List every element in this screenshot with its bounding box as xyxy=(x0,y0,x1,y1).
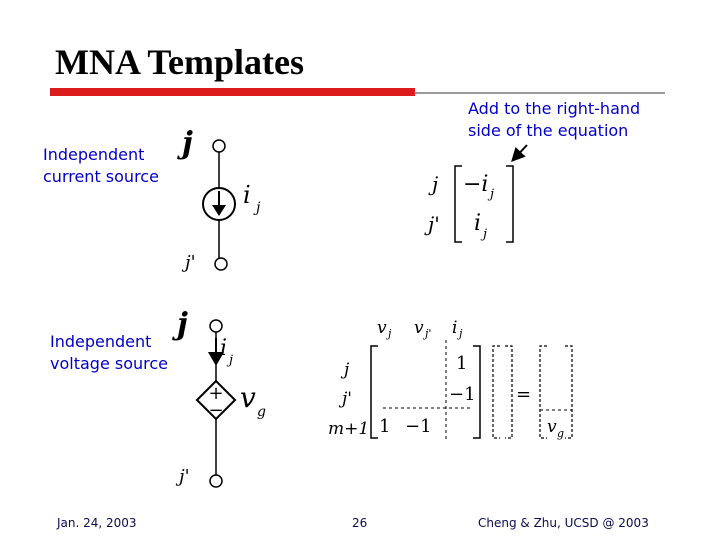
current-rhs-vector xyxy=(424,166,513,242)
voltage-current-sub: j xyxy=(229,353,234,368)
row-header-1: j xyxy=(344,360,350,380)
current-source-label-line1: Independent xyxy=(43,145,145,164)
col-header-1: v xyxy=(377,318,387,338)
matrix-entry-1: 1 xyxy=(456,353,468,374)
voltage-bottom-node-label: j' xyxy=(179,466,190,487)
mna-matrix xyxy=(328,318,572,440)
col-header-2-sub: j' xyxy=(425,327,432,340)
rhs-row2-node: j' xyxy=(428,212,440,236)
voltage-top-node-label: j xyxy=(177,307,188,342)
voltage-label-sub: g xyxy=(257,404,266,420)
current-bottom-node-label: j' xyxy=(185,252,196,273)
current-source-label-line2: current source xyxy=(43,167,159,186)
matrix-entry-4: −1 xyxy=(405,416,432,437)
slide-title: MNA Templates xyxy=(55,42,305,82)
voltage-label: v xyxy=(240,381,256,414)
rhs-row1-node: j xyxy=(432,172,439,196)
voltage-current-label: i xyxy=(220,336,228,361)
voltage-source-label-line1: Independent xyxy=(50,332,152,351)
col-header-2: v xyxy=(414,318,424,338)
rhs-left-bracket xyxy=(455,166,462,242)
current-label: i xyxy=(243,181,251,209)
rhs-note-line2: side of the equation xyxy=(468,121,629,140)
rhs-vector-entry: v xyxy=(547,417,557,437)
note-arrow xyxy=(513,145,527,160)
footer-credit: Cheng & Zhu, UCSD @ 2003 xyxy=(478,516,649,530)
voltage-bottom-terminal xyxy=(210,475,222,487)
unknown-right-bracket xyxy=(505,346,512,438)
rhs-right-bracket xyxy=(506,166,513,242)
row-header-3: m+1 xyxy=(328,419,370,439)
voltage-source-circuit xyxy=(172,307,266,487)
matrix-entry-3: 1 xyxy=(379,416,391,437)
current-source-circuit xyxy=(177,126,261,273)
current-top-terminal xyxy=(213,140,225,152)
current-bottom-terminal xyxy=(215,258,227,270)
rhs-row1-sub: j xyxy=(490,187,495,202)
col-header-3-sub: j xyxy=(459,327,463,340)
rhs-vector-right-bracket xyxy=(565,346,572,438)
unknown-left-bracket xyxy=(493,346,500,438)
rhs-row1-value: −i xyxy=(463,172,489,197)
matrix-left-bracket xyxy=(371,346,378,438)
rhs-row2-value: i xyxy=(474,211,482,236)
rhs-vector-left-bracket xyxy=(540,346,547,438)
rhs-note-line1: Add to the right-hand xyxy=(468,99,641,118)
col-header-1-sub: j xyxy=(388,327,392,340)
matrix-entry-2: −1 xyxy=(449,384,476,405)
col-header-3: i xyxy=(452,318,458,338)
voltage-source-label-line2: voltage source xyxy=(50,354,168,373)
footer-page-number: 26 xyxy=(352,516,368,530)
current-top-node-label: j xyxy=(182,126,193,161)
rhs-row2-sub: j xyxy=(483,227,488,242)
matrix-equals: = xyxy=(516,384,532,405)
current-label-sub: j xyxy=(256,200,261,216)
voltage-minus-sign: − xyxy=(208,400,224,421)
rhs-vector-entry-sub: g xyxy=(557,427,565,440)
row-header-2: j' xyxy=(342,389,352,409)
voltage-top-terminal xyxy=(210,320,222,332)
voltage-plus-sign: + xyxy=(208,383,224,404)
footer-date: Jan. 24, 2003 xyxy=(57,516,137,530)
